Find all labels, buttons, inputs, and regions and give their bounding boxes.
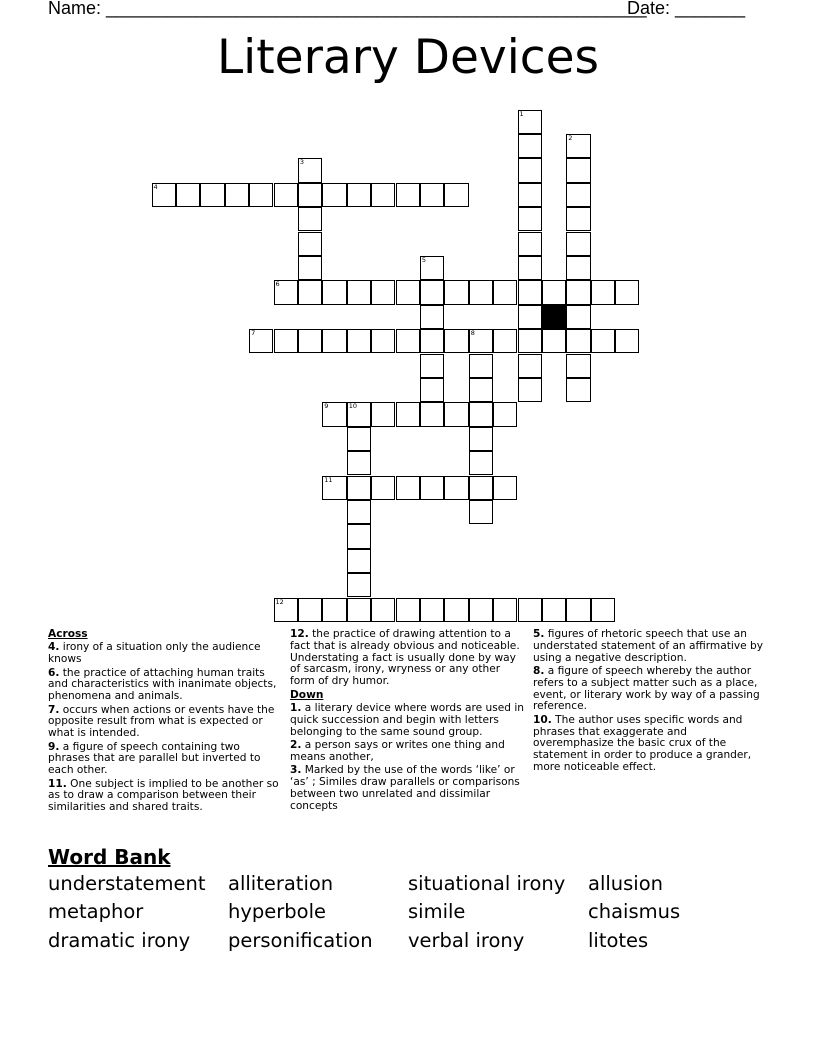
grid-cell[interactable]: [566, 305, 590, 329]
grid-cell[interactable]: [371, 598, 395, 622]
grid-cell[interactable]: [347, 183, 371, 207]
grid-cell[interactable]: [420, 183, 444, 207]
grid-cell[interactable]: [347, 329, 371, 353]
grid-cell[interactable]: [298, 158, 322, 182]
grid-cell[interactable]: [518, 354, 542, 378]
grid-cell[interactable]: [176, 183, 200, 207]
word-bank-item: chaismus: [588, 900, 681, 923]
grid-cell[interactable]: [518, 598, 542, 622]
grid-cell[interactable]: [322, 329, 346, 353]
grid-cell[interactable]: [347, 549, 371, 573]
grid-cell[interactable]: [444, 402, 468, 426]
down-heading: Down: [290, 688, 324, 701]
grid-cell[interactable]: [518, 207, 542, 231]
clue-across-11: 11. One subject is implied to be another so as to draw a comparison between their similarities and shared traits.: [48, 777, 279, 814]
grid-cell[interactable]: [566, 232, 590, 256]
word-bank-item: metaphor: [48, 900, 144, 923]
word-bank-item: verbal irony: [408, 929, 525, 952]
clue-number: 12: [275, 597, 284, 606]
grid-cell[interactable]: [420, 329, 444, 353]
grid-cell[interactable]: [347, 402, 371, 426]
word-bank-heading: Word Bank: [48, 845, 171, 869]
grid-cell[interactable]: [566, 183, 590, 207]
grid-cell[interactable]: [566, 598, 590, 622]
grid-cell[interactable]: [396, 329, 420, 353]
grid-cell[interactable]: [396, 476, 420, 500]
clue-down-2: 2. a person says or writes one thing and means another,: [290, 738, 505, 763]
grid-cell[interactable]: [566, 378, 590, 402]
grid-cell[interactable]: [249, 183, 273, 207]
grid-cell[interactable]: [420, 402, 444, 426]
grid-cell[interactable]: [566, 329, 590, 353]
grid-cell[interactable]: [518, 232, 542, 256]
grid-cell[interactable]: [396, 598, 420, 622]
clue-down-10: 10. The author uses specific words and phrases that exaggerate and overemphasize the basic crux of the statement in order to produce a grander, more noticeable effect.: [533, 713, 752, 773]
grid-cell[interactable]: [469, 451, 493, 475]
grid-cell[interactable]: [298, 232, 322, 256]
grid-cell[interactable]: [347, 500, 371, 524]
grid-cell[interactable]: [347, 451, 371, 475]
grid-cell[interactable]: [493, 402, 517, 426]
grid-cell[interactable]: [347, 427, 371, 451]
grid-cell[interactable]: [518, 256, 542, 280]
clue-number: 11: [324, 475, 333, 484]
grid-cell[interactable]: [322, 183, 346, 207]
grid-cell[interactable]: [591, 598, 615, 622]
grid-cell[interactable]: [566, 207, 590, 231]
clue-number: 10: [348, 402, 357, 411]
clue-across-4: 4. irony of a situation only the audience knows: [48, 641, 261, 666]
grid-cell[interactable]: [322, 598, 346, 622]
grid-cell[interactable]: [469, 500, 493, 524]
grid-cell[interactable]: [347, 280, 371, 304]
grid-cell[interactable]: [347, 598, 371, 622]
grid-cell[interactable]: [274, 183, 298, 207]
grid-cell[interactable]: [518, 158, 542, 182]
grid-cell[interactable]: [566, 134, 590, 158]
grid-cell[interactable]: [322, 402, 346, 426]
clues-column-3: [533, 629, 769, 775]
grid-cell[interactable]: [420, 476, 444, 500]
grid-cell[interactable]: [469, 329, 493, 353]
grid-cell[interactable]: [274, 329, 298, 353]
grid-cell[interactable]: [298, 183, 322, 207]
grid-cell[interactable]: [493, 598, 517, 622]
page-title: Literary Devices: [216, 30, 599, 85]
grid-cell[interactable]: [469, 402, 493, 426]
word-bank-item: allusion: [588, 872, 664, 895]
clue-number: 3: [299, 158, 305, 167]
clue-across-12: 12. the practice of drawing attention to a fact that is already obvious and noticeable. Understating a fact is usually done by way of sarcasm, irony, wryness or any other form of dry humor.: [290, 628, 520, 688]
black-cell: [542, 305, 566, 329]
clue-number: 9: [324, 402, 329, 411]
grid-cell[interactable]: [420, 305, 444, 329]
clues-column-1: [48, 629, 284, 816]
clue-number: 1: [519, 109, 524, 118]
grid-cell[interactable]: [493, 476, 517, 500]
grid-cell[interactable]: [444, 329, 468, 353]
clue-number: 4: [153, 182, 158, 191]
clue-down-5: 5. figures of rhetoric speech that use an understated statement of an affirmative by using a negative description.: [533, 628, 763, 664]
word-bank-item: dramatic irony: [48, 929, 191, 952]
grid-cell[interactable]: [371, 329, 395, 353]
clue-across-6: 6. the practice of attaching human traits and characteristics with inanimate objects, phenomena and animals.: [48, 666, 277, 703]
grid-cell[interactable]: [396, 402, 420, 426]
grid-cell[interactable]: [566, 280, 590, 304]
clue-across-9: 9. a figure of speech containing two phrases that are parallel but inverted to each other.: [48, 740, 261, 777]
grid-cell[interactable]: [615, 329, 639, 353]
grid-cell[interactable]: [298, 256, 322, 280]
word-bank-item: situational irony: [408, 872, 566, 895]
grid-cell[interactable]: [493, 329, 517, 353]
clue-number: 5: [421, 255, 427, 264]
grid-cell[interactable]: [298, 207, 322, 231]
grid-cell[interactable]: [225, 183, 249, 207]
grid-cell[interactable]: [420, 378, 444, 402]
grid-cell[interactable]: [249, 329, 273, 353]
grid-cell[interactable]: [152, 183, 176, 207]
grid-cell[interactable]: [371, 402, 395, 426]
grid-cell[interactable]: [298, 598, 322, 622]
grid-cell[interactable]: [420, 280, 444, 304]
grid-cell[interactable]: [444, 598, 468, 622]
grid-cell[interactable]: [396, 280, 420, 304]
grid-cell[interactable]: [518, 183, 542, 207]
grid-cell[interactable]: [518, 280, 542, 304]
grid-cell[interactable]: [566, 158, 590, 182]
grid-cell[interactable]: [444, 280, 468, 304]
clue-down-8: 8. a figure of speech whereby the author refers to a subject matter such as a place, event, or literary work by way of a passing reference.: [533, 664, 760, 713]
grid-cell[interactable]: [371, 280, 395, 304]
grid-cell[interactable]: [615, 280, 639, 304]
name-field[interactable]: Name: ______________________________________________________: [48, 0, 647, 18]
grid-cell[interactable]: [493, 280, 517, 304]
grid-cell[interactable]: [469, 598, 493, 622]
grid-cell[interactable]: [469, 378, 493, 402]
grid-cell[interactable]: [322, 280, 346, 304]
grid-cell[interactable]: [200, 183, 224, 207]
grid-cell[interactable]: [518, 134, 542, 158]
grid-cell[interactable]: [469, 280, 493, 304]
clue-number: 6: [275, 280, 280, 289]
grid-cell[interactable]: [542, 329, 566, 353]
grid-cell[interactable]: [469, 476, 493, 500]
grid-cell[interactable]: [591, 280, 615, 304]
word-bank-item: hyperbole: [228, 900, 327, 923]
grid-cell[interactable]: [591, 329, 615, 353]
grid-cell[interactable]: [322, 476, 346, 500]
grid-cell[interactable]: [469, 427, 493, 451]
grid-cell[interactable]: [420, 256, 444, 280]
clues-column-2: [290, 629, 526, 814]
grid-cell[interactable]: [347, 476, 371, 500]
clue-number: 7: [251, 329, 256, 338]
grid-cell[interactable]: [347, 573, 371, 597]
clue-number: 2: [568, 133, 573, 142]
grid-cell[interactable]: [274, 598, 298, 622]
grid-cell[interactable]: [518, 329, 542, 353]
clue-down-3: 3. Marked by the use of the words ‘like’ or ‘as’ ; Similes draw parallels or comparisons between two unrelated and dissimilar concepts: [290, 764, 520, 812]
word-bank-item: litotes: [588, 929, 649, 952]
grid-cell[interactable]: [518, 378, 542, 402]
across-heading: Across: [48, 628, 88, 640]
grid-cell[interactable]: [420, 598, 444, 622]
grid-cell[interactable]: [347, 524, 371, 548]
grid-cell[interactable]: [566, 256, 590, 280]
grid-cell[interactable]: [542, 280, 566, 304]
grid-cell[interactable]: [542, 598, 566, 622]
clue-down-1: 1. a literary device where words are used in quick succession and begin with letters belonging to the same sound group.: [290, 701, 525, 738]
date-field[interactable]: Date: _______: [627, 0, 746, 18]
grid-cell[interactable]: [518, 110, 542, 134]
grid-cell[interactable]: [298, 329, 322, 353]
grid-cell[interactable]: [396, 183, 420, 207]
word-bank-item: understatement: [48, 872, 206, 895]
word-bank-item: simile: [408, 900, 466, 923]
grid-cell[interactable]: [298, 280, 322, 304]
clue-across-7: 7. occurs when actions or events have the opposite result from what is expected or what is intended.: [48, 703, 275, 740]
grid-cell[interactable]: [518, 305, 542, 329]
grid-cell[interactable]: [371, 183, 395, 207]
grid-cell[interactable]: [444, 476, 468, 500]
grid-cell[interactable]: [274, 280, 298, 304]
grid-cell[interactable]: [566, 354, 590, 378]
word-bank-item: personification: [228, 929, 373, 952]
grid-cell[interactable]: [420, 354, 444, 378]
clue-number: 8: [470, 329, 475, 338]
grid-cell[interactable]: [444, 183, 468, 207]
grid-cell[interactable]: [371, 476, 395, 500]
grid-cell[interactable]: [469, 354, 493, 378]
word-bank-item: alliteration: [228, 872, 334, 895]
